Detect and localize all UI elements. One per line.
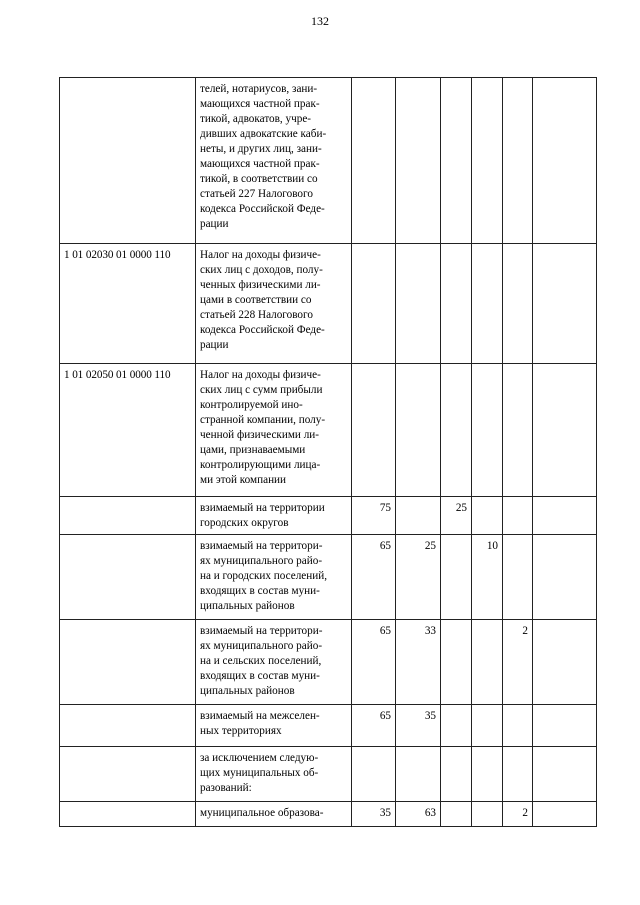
rate-cell (503, 244, 533, 364)
rate-cell (352, 364, 396, 497)
rate-cell: 10 (472, 535, 503, 620)
description-line: за исключением следую- (200, 752, 319, 764)
rate-cell (503, 705, 533, 747)
description-cell (196, 497, 352, 535)
description-cell (196, 78, 352, 244)
rate-cell (396, 364, 441, 497)
rate-cell (503, 364, 533, 497)
description-cell (196, 747, 352, 802)
budget-code-cell (60, 535, 196, 620)
rate-cell: 35 (352, 802, 396, 827)
rate-cell (533, 364, 597, 497)
description-line: кодекса Российской Феде- (200, 203, 325, 215)
description-line: ных территориях (200, 725, 282, 737)
description-line: странной компании, полу- (200, 414, 326, 426)
rate-cell: 2 (503, 802, 533, 827)
table-row (60, 747, 597, 802)
description-line: Налог на доходы физиче- (200, 249, 321, 261)
description-line: дивших адвокатские каби- (200, 128, 327, 140)
rate-cell (352, 78, 396, 244)
rate-cell (533, 747, 597, 802)
description-line: ченной физическими ли- (200, 429, 320, 441)
description-line: кодекса Российской Феде- (200, 324, 325, 336)
rate-cell (472, 244, 503, 364)
rate-cell (396, 497, 441, 535)
description-line: рации (200, 339, 229, 351)
description-line: входящих в состав муни- (200, 670, 320, 682)
budget-code-cell (60, 620, 196, 705)
description-line: ципальных районов (200, 685, 295, 697)
budget-revenue-table (59, 77, 597, 827)
budget-code-cell: 1 01 02030 01 0000 110 (60, 244, 196, 364)
rate-cell (396, 244, 441, 364)
description-line: цами в соответствии со (200, 294, 312, 306)
description-line: тикой, в соответствии со (200, 173, 318, 185)
description-line: ципальных районов (200, 600, 295, 612)
description-line: ченных физическими ли- (200, 279, 321, 291)
rate-cell (533, 620, 597, 705)
rate-cell (441, 620, 472, 705)
description-line: ских лиц с доходов, полу- (200, 264, 323, 276)
description-line: взимаемый на территори- (200, 625, 323, 637)
table-row (60, 364, 597, 497)
budget-code-cell (60, 497, 196, 535)
table-body (60, 78, 597, 827)
rate-cell (503, 747, 533, 802)
table-row (60, 244, 597, 364)
rate-cell (503, 535, 533, 620)
table-row (60, 620, 597, 705)
description-line: неты, и других лиц, зани- (200, 143, 322, 155)
description-line: тикой, адвокатов, учре- (200, 113, 312, 125)
description-line: взимаемый на территори- (200, 540, 323, 552)
description-line: входящих в состав муни- (200, 585, 320, 597)
description-line: ях муниципального райо- (200, 640, 323, 652)
rate-cell (396, 747, 441, 802)
rate-cell (533, 705, 597, 747)
description-line: муниципальное образова- (200, 807, 324, 819)
description-cell (196, 244, 352, 364)
rate-cell: 65 (352, 705, 396, 747)
budget-code-cell (60, 705, 196, 747)
description-cell (196, 364, 352, 497)
rate-cell (352, 747, 396, 802)
rate-cell (533, 535, 597, 620)
rate-cell (441, 244, 472, 364)
rate-cell (441, 802, 472, 827)
description-line: взимаемый на межселен- (200, 710, 320, 722)
description-line: разований: (200, 782, 252, 794)
description-cell (196, 535, 352, 620)
description-line: статьей 227 Налогового (200, 188, 313, 200)
table-row (60, 78, 597, 244)
rate-cell (533, 244, 597, 364)
rate-cell: 2 (503, 620, 533, 705)
rate-cell (441, 535, 472, 620)
rate-cell: 75 (352, 497, 396, 535)
rate-cell (472, 364, 503, 497)
rate-cell (441, 78, 472, 244)
rate-cell (472, 705, 503, 747)
description-cell (196, 620, 352, 705)
rate-cell: 25 (396, 535, 441, 620)
rate-cell (441, 705, 472, 747)
budget-code-cell (60, 747, 196, 802)
rate-cell (533, 497, 597, 535)
table-row (60, 802, 597, 827)
rate-cell (472, 497, 503, 535)
rate-cell (352, 244, 396, 364)
table-row (60, 497, 597, 535)
description-line: ми этой компании (200, 474, 287, 486)
rate-cell (503, 497, 533, 535)
rate-cell (441, 747, 472, 802)
description-line: мающихся частной прак- (200, 158, 320, 170)
description-line: статьей 228 Налогового (200, 309, 313, 321)
rate-cell: 35 (396, 705, 441, 747)
rate-cell (396, 78, 441, 244)
description-line: щих муниципальных об- (200, 767, 319, 779)
description-cell (196, 705, 352, 747)
rate-cell: 25 (441, 497, 472, 535)
rate-cell: 33 (396, 620, 441, 705)
rate-cell (472, 78, 503, 244)
description-line: Налог на доходы физиче- (200, 369, 321, 381)
description-line: взимаемый на территории (200, 502, 325, 514)
description-line: телей, нотариусов, зани- (200, 83, 318, 95)
description-line: ских лиц с сумм прибыли (200, 384, 323, 396)
rate-cell (472, 802, 503, 827)
budget-code-cell: 1 01 02050 01 0000 110 (60, 364, 196, 497)
description-line: городских округов (200, 517, 289, 529)
rate-cell (503, 78, 533, 244)
budget-code-cell (60, 78, 196, 244)
rate-cell: 65 (352, 535, 396, 620)
rate-cell (533, 802, 597, 827)
description-cell (196, 802, 352, 827)
rate-cell: 63 (396, 802, 441, 827)
description-line: контролирующими лица- (200, 459, 321, 471)
description-line: ях муниципального райо- (200, 555, 323, 567)
budget-code-cell (60, 802, 196, 827)
description-line: контролируемой ино- (200, 399, 303, 411)
page-number: 132 (311, 14, 329, 28)
table-row (60, 535, 597, 620)
rate-cell (441, 364, 472, 497)
description-line: рации (200, 218, 229, 230)
rate-cell: 65 (352, 620, 396, 705)
description-line: на и сельских поселений, (200, 655, 322, 667)
rate-cell (472, 620, 503, 705)
rate-cell (472, 747, 503, 802)
rate-cell (533, 78, 597, 244)
description-line: на и городских поселений, (200, 570, 328, 582)
description-line: цами, признаваемыми (200, 444, 306, 456)
description-line: мающихся частной прак- (200, 98, 320, 110)
table-row (60, 705, 597, 747)
